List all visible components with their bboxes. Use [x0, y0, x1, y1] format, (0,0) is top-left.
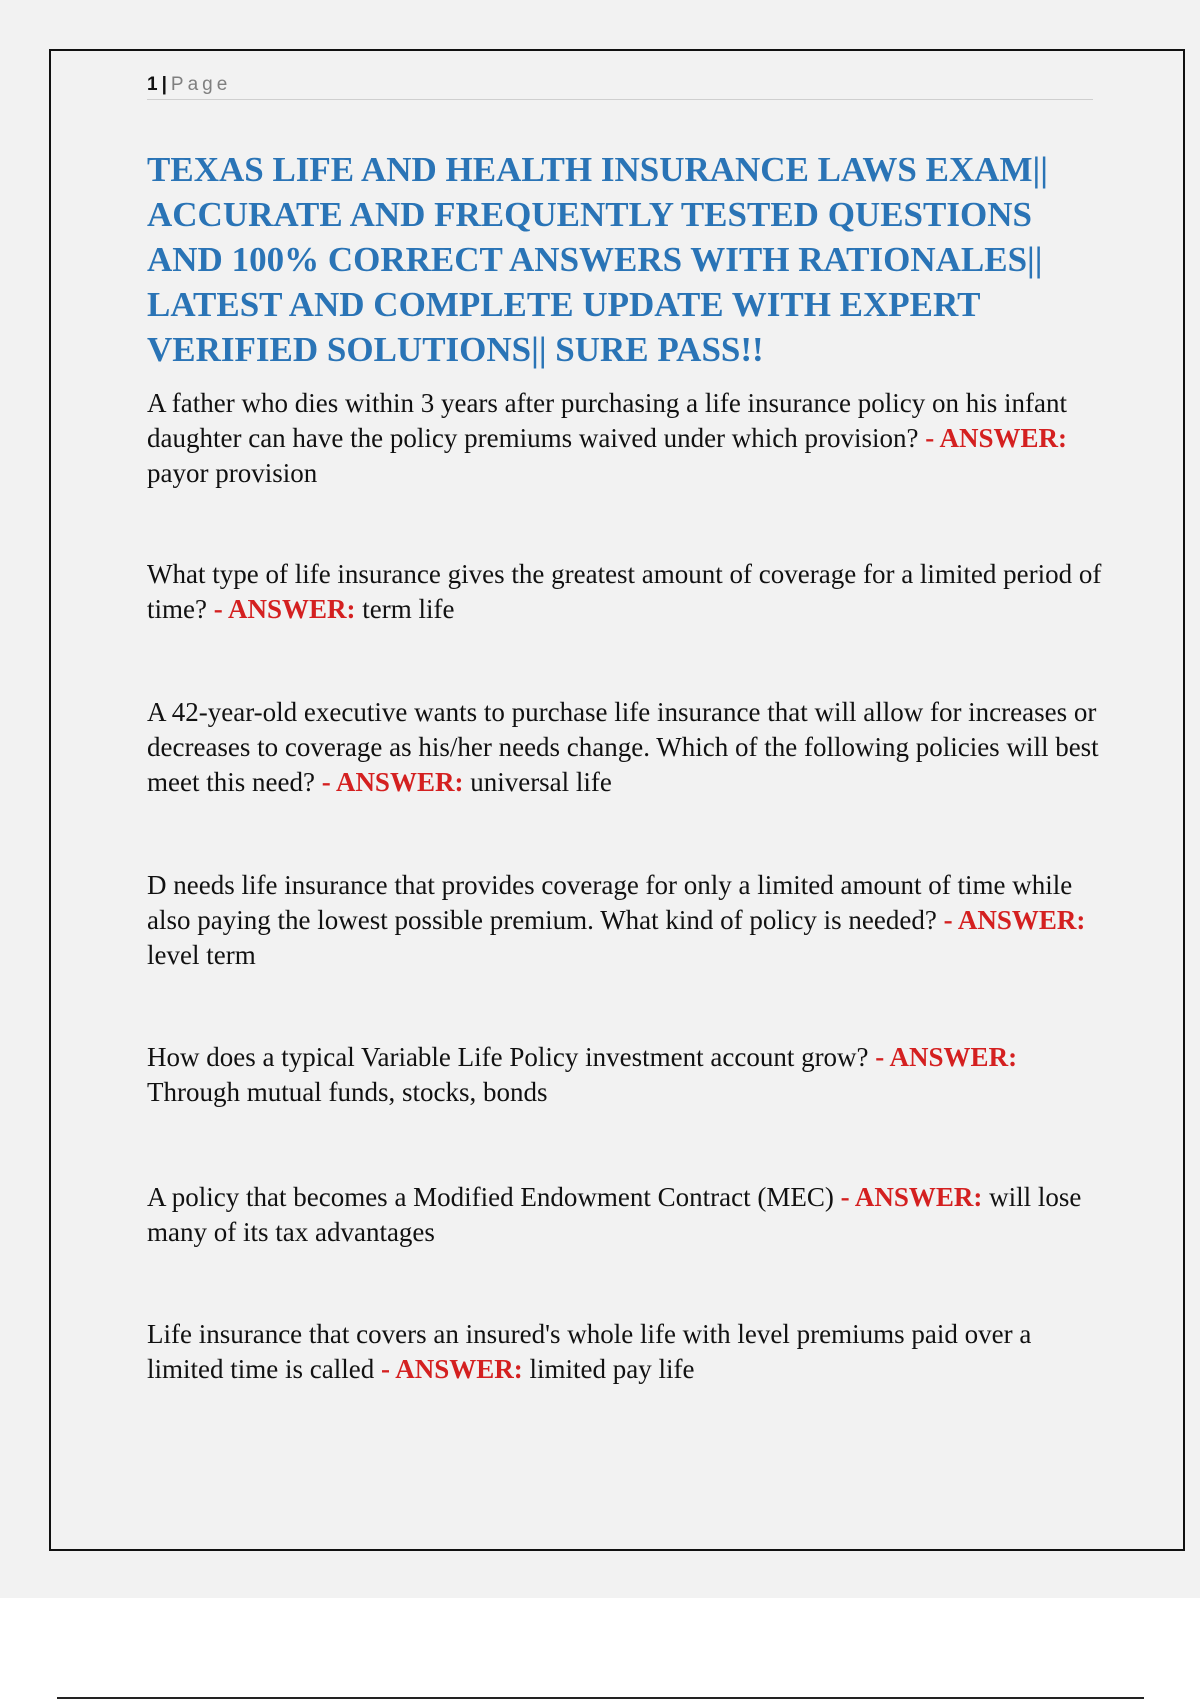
answer-label: - ANSWER:: [925, 423, 1068, 453]
answer-text: Through mutual funds, stocks, bonds: [147, 1077, 548, 1107]
answer-text: will lose many of its tax advantages: [147, 1182, 1082, 1247]
answer-label: - ANSWER:: [943, 905, 1086, 935]
document-page: [49, 49, 1185, 1551]
answer-text: limited pay life: [529, 1354, 695, 1384]
qa-item: [147, 695, 1107, 800]
answer-text: level term: [147, 940, 256, 970]
document-title: TEXAS LIFE AND HEALTH INSURANCE LAWS EXAM|| ACCURATE AND FREQUENTLY TESTED QUESTIONS AND 100% CORRECT ANSWERS WITH RATIONALES|| LATEST AND COMPLETE UPDATE WITH EXPERT VERIFIED SOLUTIONS|| SURE PASS!!: [147, 150, 1048, 369]
answer-label: - ANSWER:: [840, 1182, 983, 1212]
qa-item: [147, 557, 1107, 627]
answer-text: payor provision: [147, 458, 318, 488]
answer-label: - ANSWER:: [321, 767, 464, 797]
question-text: Life insurance that covers an insured's whole life with level premiums paid over a limited time is called: [147, 1319, 1032, 1384]
qa-item: [147, 1317, 1107, 1387]
page-label: Page: [170, 74, 232, 95]
answer-text: term life: [362, 594, 455, 624]
page-number: 1: [147, 74, 158, 95]
page-header: [147, 73, 1093, 100]
question-text: What type of life insurance gives the greatest amount of coverage for a limited period of time?: [147, 559, 1102, 624]
answer-label: - ANSWER:: [213, 594, 356, 624]
qa-item: [147, 1180, 1107, 1250]
page-separator: |: [161, 74, 167, 95]
answer-label: - ANSWER:: [380, 1354, 523, 1384]
answer-label: - ANSWER:: [875, 1042, 1018, 1072]
answer-text: universal life: [470, 767, 612, 797]
qa-item: [147, 868, 1107, 973]
question-text: A 42-year-old executive wants to purchase life insurance that will allow for increases or decreases to coverage as his/her needs change. Which of the following policies will best meet this need?: [147, 697, 1099, 797]
qa-item: [147, 386, 1107, 491]
qa-item: [147, 1040, 1107, 1110]
question-text: A policy that becomes a Modified Endowment Contract (MEC): [147, 1182, 834, 1212]
question-text: A father who dies within 3 years after purchasing a life insurance policy on his infant daughter can have the policy premiums waived under which provision?: [147, 388, 1067, 453]
question-text: How does a typical Variable Life Policy investment account grow?: [147, 1042, 869, 1072]
question-text: D needs life insurance that provides coverage for only a limited amount of time while also paying the lowest possible premium. What kind of policy is needed?: [147, 870, 1073, 935]
next-page-divider: [57, 1697, 1144, 1699]
